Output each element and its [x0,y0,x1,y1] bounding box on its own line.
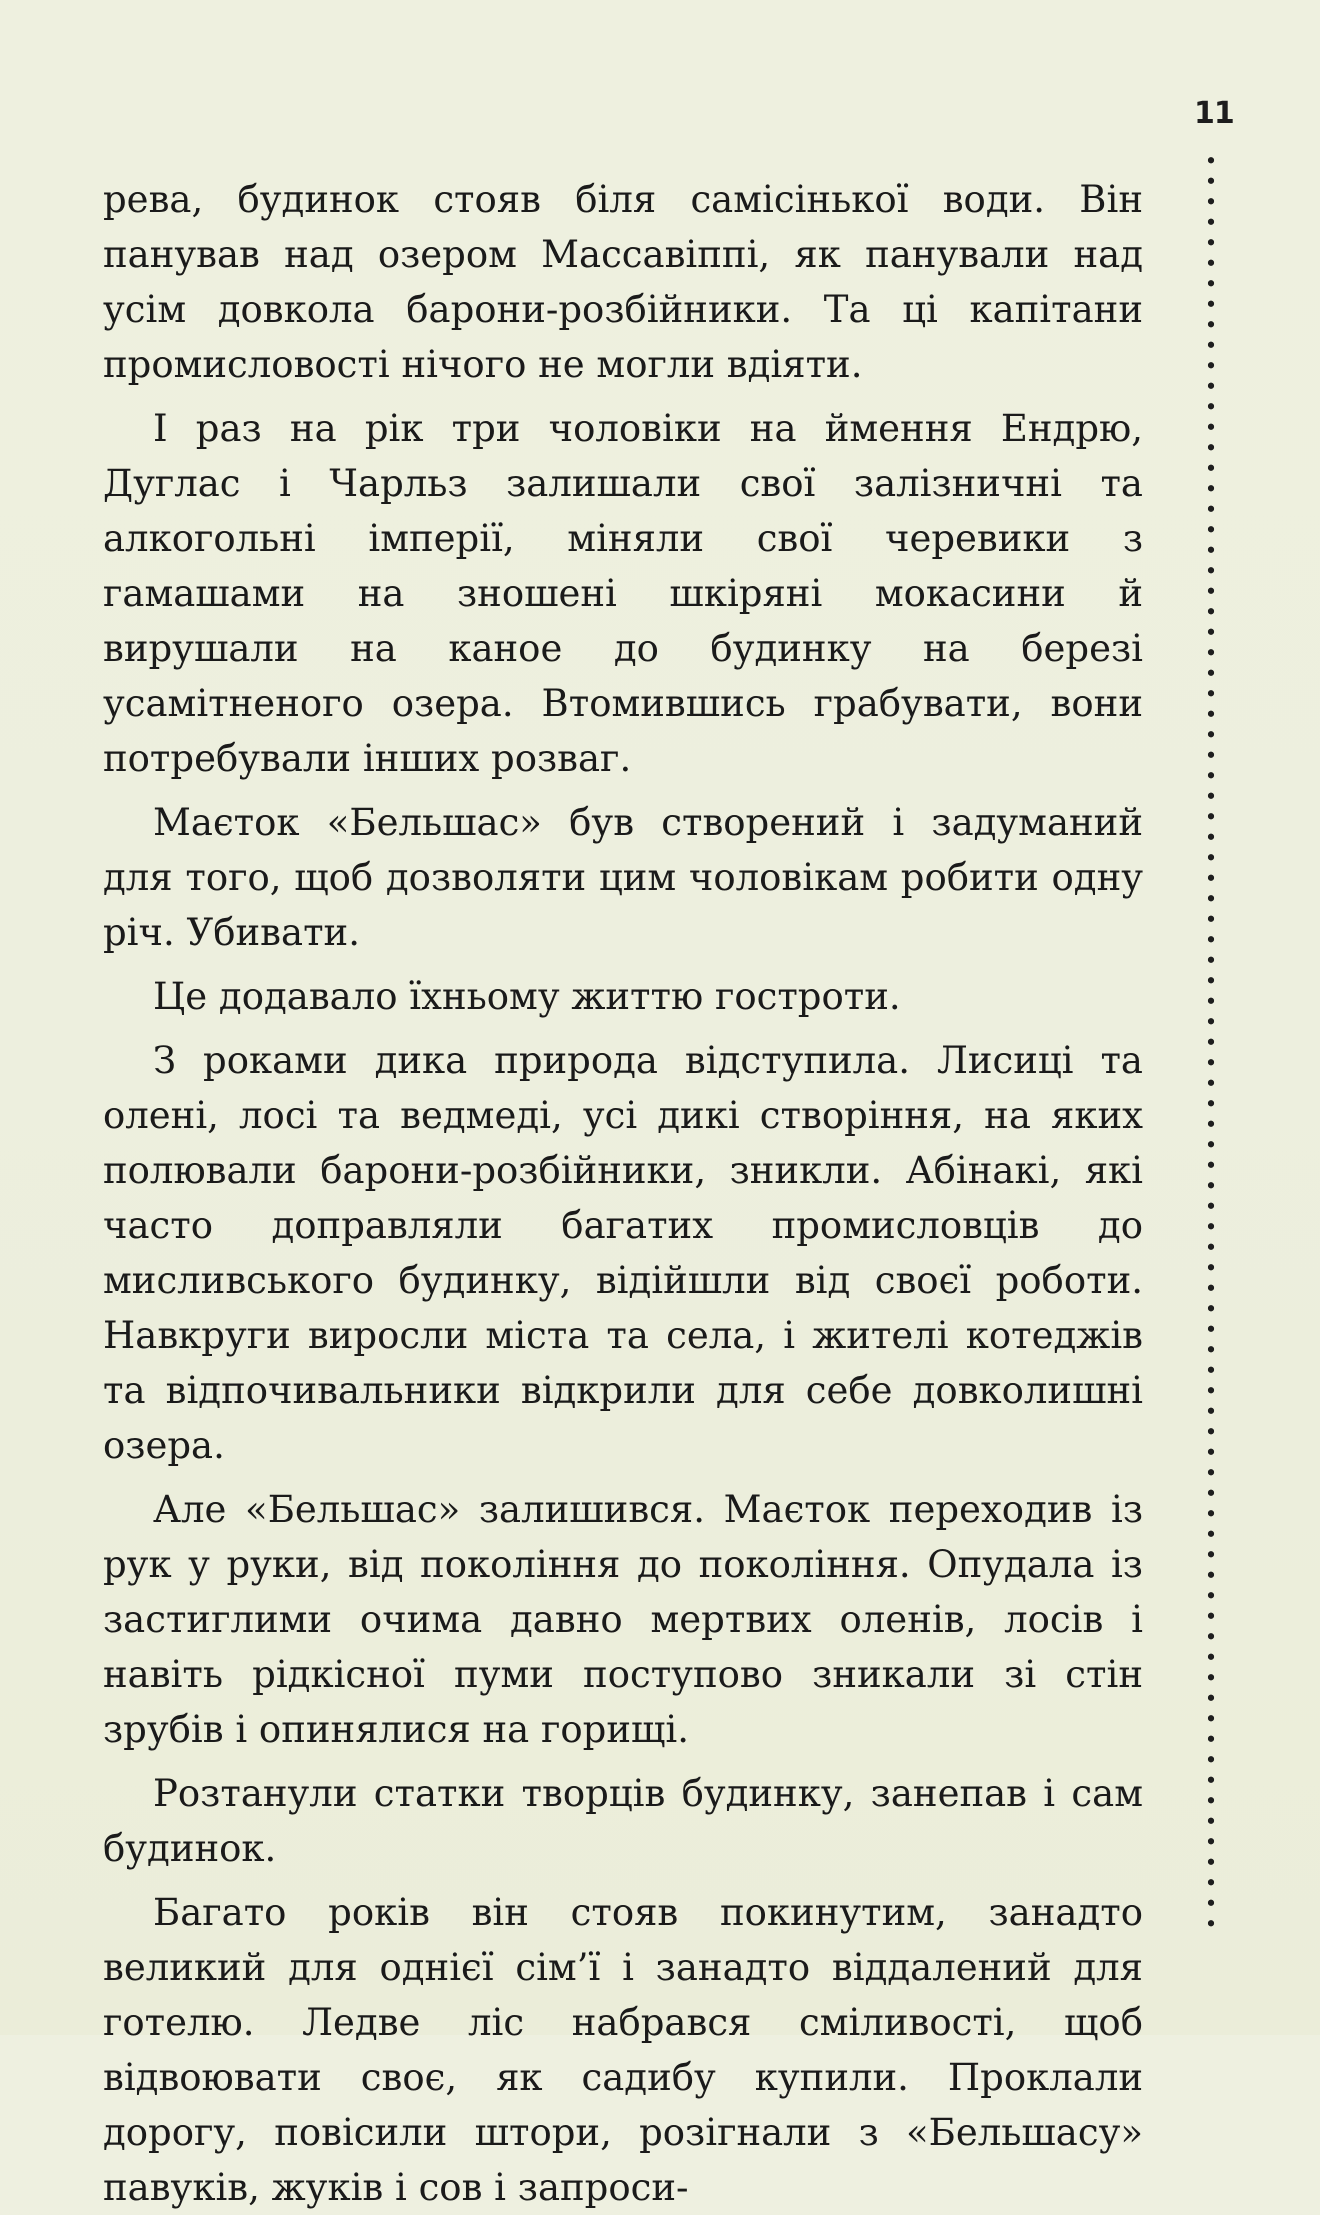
paragraph: Але «Бельшас» залишився. Маєток переходив із рук у руки, від покоління до покоління. Опудала із застиглими очима давно мертвих оленів, лосів і навіть рідкісної пуми поступово зникали зі стін зрубів і опинялися на горищі. [103,1488,1143,1751]
paragraph: Розтанули статки творців будинку, занепав і сам будинок. [103,1772,1143,1870]
page-number: 11 [1194,96,1234,131]
paragraph: З роками дика природа відступила. Лисиці та олені, лосі та ведмеді, усі дикі створіння, на яких полювали барони-розбійники, зникли. Абінакі, які часто доправляли багатих промисловців до мисливського будинку, відійшли від своєї роботи. Навкруги виросли міста та села, і жителі котеджів та відпочивальники відкрили для себе довколишні озера. [103,1039,1143,1467]
paragraph: Маєток «Бельшас» був створений і задуманий для того, щоб дозволяти цим чоловікам робити одну річ. Убивати. [103,801,1143,954]
paragraph: рева, будинок стояв біля самісінької води. Він панував над озером Массавіппі, як панували над усім довкола барони-розбійники. Та ці капітани промисловості нічого не могли вдіяти. [103,178,1143,386]
paragraph: Багато років він стояв покинутим, занадто великий для однієї сім’ї і занадто віддалений для готелю. Ледве ліс набрався сміливості, щоб відвоювати своє, як садибу купили. Проклали дорогу, повісили штори, розігнали з «Бельшасу» павуків, жуків і сов і запроси- [103,1891,1143,2209]
dotted-margin-rule [1207,150,1215,1930]
paragraph: Це додавало їхньому життю гостроти. [153,975,901,1018]
paragraph: І раз на рік три чоловіки на ймення Ендрю, Дуглас і Чарльз залишали свої залізничні та алкогольні імперії, міняли свої черевики з гамашами на зношені шкіряні мокасини й вирушали на каное до будинку на березі усамітненого озера. Втомившись грабувати, вони потребували інших розваг. [103,407,1143,780]
body-text [103,172,1143,2215]
